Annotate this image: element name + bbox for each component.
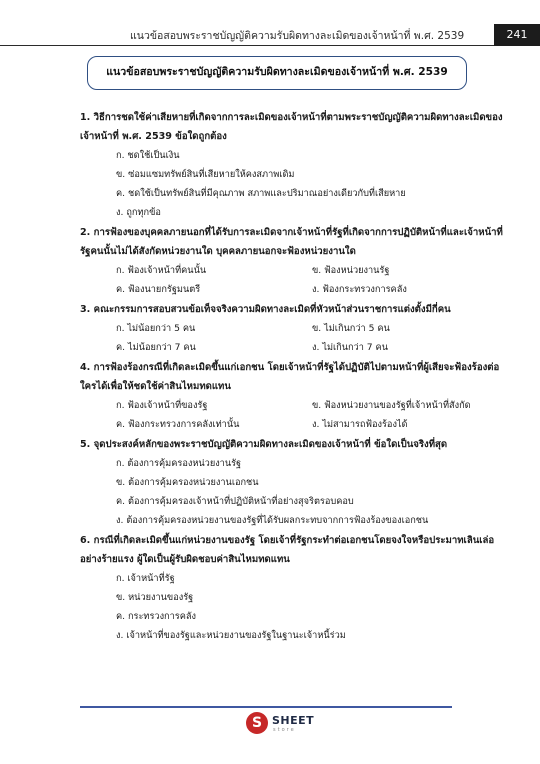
option-b: ข. ไม่เกินกว่า 5 คน [312, 323, 390, 334]
option-c: ค. ฟ้องกระทรวงการคลังเท่านั้น [116, 419, 240, 430]
logo-text: SHEET [272, 714, 315, 727]
header-title: แนวข้อสอบพระราชบัญญัติความรับผิดทางละเมิดของเจ้าหน้าที่ พ.ศ. 2539 [130, 30, 465, 42]
option-b: ข. หน่วยงานของรัฐ [116, 592, 194, 603]
option-a: ก. ไม่น้อยกว่า 5 คน [116, 323, 196, 334]
question-6 [80, 531, 510, 645]
page-number: 241 [494, 24, 540, 46]
question-text: 1. วิธีการชดใช้ค่าเสียหายที่เกิดจากการละเมิดของเจ้าหน้าที่ตามพระราชบัญญัติความผิดทางละเมิดของเจ้าหน้าที่ พ.ศ. 2539 ข้อใดถูกต้อง [80, 112, 503, 142]
question-text: 3. คณะกรรมการสอบสวนข้อเท็จจริงความผิดทางละเมิดที่หัวหน้าส่วนราชการแต่งตั้งมีกี่คน [80, 304, 451, 315]
option-list [80, 569, 510, 645]
sheet-store-logo [246, 712, 326, 738]
option-d: ง. เจ้าหน้าที่ของรัฐและหน่วยงานของรัฐในฐานะเจ้าหนี้ร่วม [116, 630, 346, 641]
question-text: 2. การฟ้องของบุคคลภายนอกที่ได้รับการละเมิดจากเจ้าหน้าที่รัฐที่เกิดจากการปฏิบัติหน้าที่และเจ้าหน้าที่รัฐคนนั้นไม่ได้สังกัดหน่วยงานใด บุคคลภายนอกจะฟ้องหน่วยงานใด [80, 227, 503, 257]
option-b: ข. ต้องการคุ้มครองหน่วยงานเอกชน [116, 477, 259, 488]
question-text: 4. การฟ้องร้องกรณีที่เกิดละเมิดขึ้นแก่เอกชน โดยเจ้าหน้าที่รัฐได้ปฏิบัติไปตามหน้าที่ผู้เสียจะฟ้องร้องต่อใครได้เพื่อให้ชดใช้ค่าสินไหมทดแทน [80, 362, 500, 392]
option-d: ง. ไม่เกินกว่า 7 คน [312, 342, 388, 353]
question-text: 5. จุดประสงค์หลักของพระราชบัญญัติความผิดทางละเมิดของเจ้าหน้าที่ ข้อใดเป็นจริงที่สุด [80, 439, 448, 450]
option-c: ค. ต้องการคุ้มครองเจ้าหน้าที่ปฏิบัติหน้าที่อย่างสุจริตรอบคอบ [116, 496, 354, 507]
footer-rule [80, 706, 452, 708]
option-d: ง. ไม่สามารถฟ้องร้องได้ [312, 419, 408, 430]
option-d: ง. ถูกทุกข้อ [116, 207, 161, 218]
question-5 [80, 435, 510, 530]
option-c: ค. ไม่น้อยกว่า 7 คน [116, 342, 196, 353]
option-a: ก. ฟ้องเจ้าหน้าที่ของรัฐ [116, 400, 208, 411]
option-b: ข. ฟ้องหน่วยงานรัฐ [312, 265, 390, 276]
question-list [80, 108, 510, 646]
question-3 [80, 300, 510, 357]
option-a: ก. ฟ้องเจ้าหน้าที่คนนั้น [116, 265, 207, 276]
option-b: ข. ซ่อมแซมทรัพย์สินที่เสียหายให้คงสภาพเดิม [116, 169, 295, 180]
question-text: 6. กรณีที่เกิดละเมิดขึ้นแก่หน่วยงานของรัฐ โดยเจ้าที่รัฐกระทำต่อเอกชนโดยจงใจหรือประมาทเลินเล่ออย่างร้ายแรง ผู้ใดเป็นผู้รับผิดชอบค่าสินไหมทดแทน [80, 535, 495, 565]
option-a: ก. ชดใช้เป็นเงิน [116, 150, 180, 161]
option-c: ค. ชดใช้เป็นทรัพย์สินที่มีคุณภาพ สภาพและปริมาณอย่างเดียวกับที่เสียหาย [116, 188, 406, 199]
question-4 [80, 358, 510, 434]
page-header [0, 24, 540, 46]
logo-subtext: store [273, 727, 296, 733]
option-d: ง. ต้องการคุ้มครองหน่วยงานของรัฐที่ได้รับผลกระทบจากการฟ้องร้องของเอกชน [116, 515, 429, 526]
option-c: ค. กระทรวงการคลัง [116, 611, 196, 622]
header-rule [0, 45, 494, 46]
question-1 [80, 108, 510, 222]
option-d: ง. ฟ้องกระทรวงการคลัง [312, 284, 407, 295]
option-list [80, 319, 510, 357]
option-list [80, 396, 510, 434]
option-a: ก. เจ้าหน้าที่รัฐ [116, 573, 175, 584]
option-list [80, 261, 510, 299]
question-2 [80, 223, 510, 299]
option-a: ก. ต้องการคุ้มครองหน่วยงานรัฐ [116, 458, 242, 469]
option-b: ข. ฟ้องหน่วยงานของรัฐที่เจ้าหน้าที่สังกัด [312, 400, 471, 411]
section-title-box: แนวข้อสอบพระราชบัญญัติความรับผิดทางละเมิดของเจ้าหน้าที่ พ.ศ. 2539 [87, 56, 467, 90]
option-c: ค. ฟ้องนายกรัฐมนตรี [116, 284, 201, 295]
option-list [80, 146, 510, 222]
option-list [80, 454, 510, 530]
logo-s-icon: S [246, 712, 268, 734]
